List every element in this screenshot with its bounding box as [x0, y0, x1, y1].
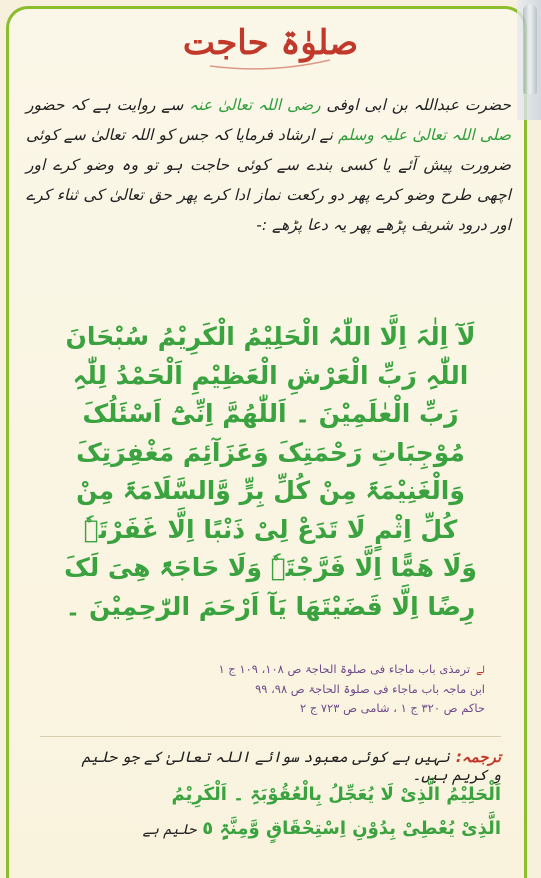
dua-line: وَلَا ھَمًّا اِلَّا فَرَّجْتَہٗ وَلَا حَاجَۃً ھِیَ لَکَ [64, 553, 477, 582]
divider [40, 736, 501, 737]
dua-line: اللّٰہِ رَبِّ الْعَرْشِ الْعَظِیْمِ اَلْحَمْدُ لِلّٰہِ [72, 360, 469, 390]
intro-text-2: سے روایت ہے کہ حضور [26, 96, 190, 114]
closing-line-text: الَّذِیْ یُعْطِیْ بِدُوْنِ اِسْتِحْقَاقٍ وَّمِنَّۃٍ ٥ [202, 818, 501, 839]
dua-line: رَبِّ الْعٰلَمِیْنَ ۔ اَللّٰھُمَّ اِنِّیْٓ اَسْئَلُکَ [82, 399, 459, 428]
dua-block [44, 318, 497, 626]
footnote-marker: لے [476, 665, 485, 676]
translation-text: نہیں ہے کوئی معبود سوائے اللہ تعالیٰ کے جو حلیم و کریم ہیں۔ [81, 748, 501, 784]
intro-text-1: حضرت عبداللہ بن ابی اوفی [320, 96, 511, 114]
closing-line [30, 812, 501, 847]
footnote-line: حاکم ص ۳۲۰ ج ۱ ، شامی ص ۷۲۳ ج ۲ [300, 701, 485, 715]
honorific-radiallahu: رضی اللہ تعالیٰ عنہ [189, 96, 321, 114]
footnote-line: ابن ماجہ باب ماجاء فی صلوۃ الحاجۃ ص ۹۸، ۹۹ [255, 682, 485, 696]
closing-tail-text: حلیم ہے [142, 822, 197, 838]
dua-line: لَآ اِلٰہَ اِلَّا اللّٰہُ الْحَلِیْمُ الْکَرِیْمُ سُبْحَانَ [65, 322, 476, 351]
footnotes [120, 660, 485, 718]
intro-text-3: نے ارشاد فرمایا کہ جس کو اللہ تعالیٰ سے کوئی ضرورت پیش آئے یا کسی بندے سے کوئی حاجت ہو تو وہ وضو کرے اور اچھی طرح وضو کرے پھر دو رکعت نماز ادا کرے پھر حق تعالیٰ کی ثناء کرے اور درود شریف پڑھے پھر یہ دعا پڑھے :- [26, 126, 511, 234]
honorific-salawat: صلی اللہ تعالیٰ علیہ وسلم [337, 126, 511, 144]
dua-line: کُلِّ اِثْمٍ لَا تَدَعْ لِیْ ذَنْبًا اِلَّا غَفَرْتَہٗ [83, 514, 458, 544]
dua-line: مُوْجِبَاتِ رَحْمَتِکَ وَعَزَآئِمَ مَغْفِرَتِکَ [76, 437, 465, 467]
page-title: صلوٰۃ حاجت [182, 23, 359, 63]
closing-line: اَلْحَلِیْمُ الَّذِیْ لَا یُعَجِّلُ بِالْعُقُوْبَۃِ ۔ اَلْکَرِیْمُ [171, 784, 501, 805]
dua-line: رِضًا اِلَّا قَضَیْتَھَا یَآ اَرْحَمَ الرّٰحِمِیْنَ ۔ [65, 591, 476, 621]
translation-label: ترجمہ: [455, 748, 501, 766]
footnote-line [120, 660, 485, 680]
dua-line: وَالْغَنِیْمَۃَ مِنْ کُلِّ بِرٍّ وَّالسَّلَامَۃَ مِنْ [76, 476, 465, 505]
footnote-text: ترمذی باب ماجاء فی صلوۃ الحاجۃ ص ۱۰۸، ۱۰۹ ج ۱ [218, 662, 471, 676]
closing-arabic [30, 778, 501, 847]
intro-paragraph [26, 90, 511, 240]
